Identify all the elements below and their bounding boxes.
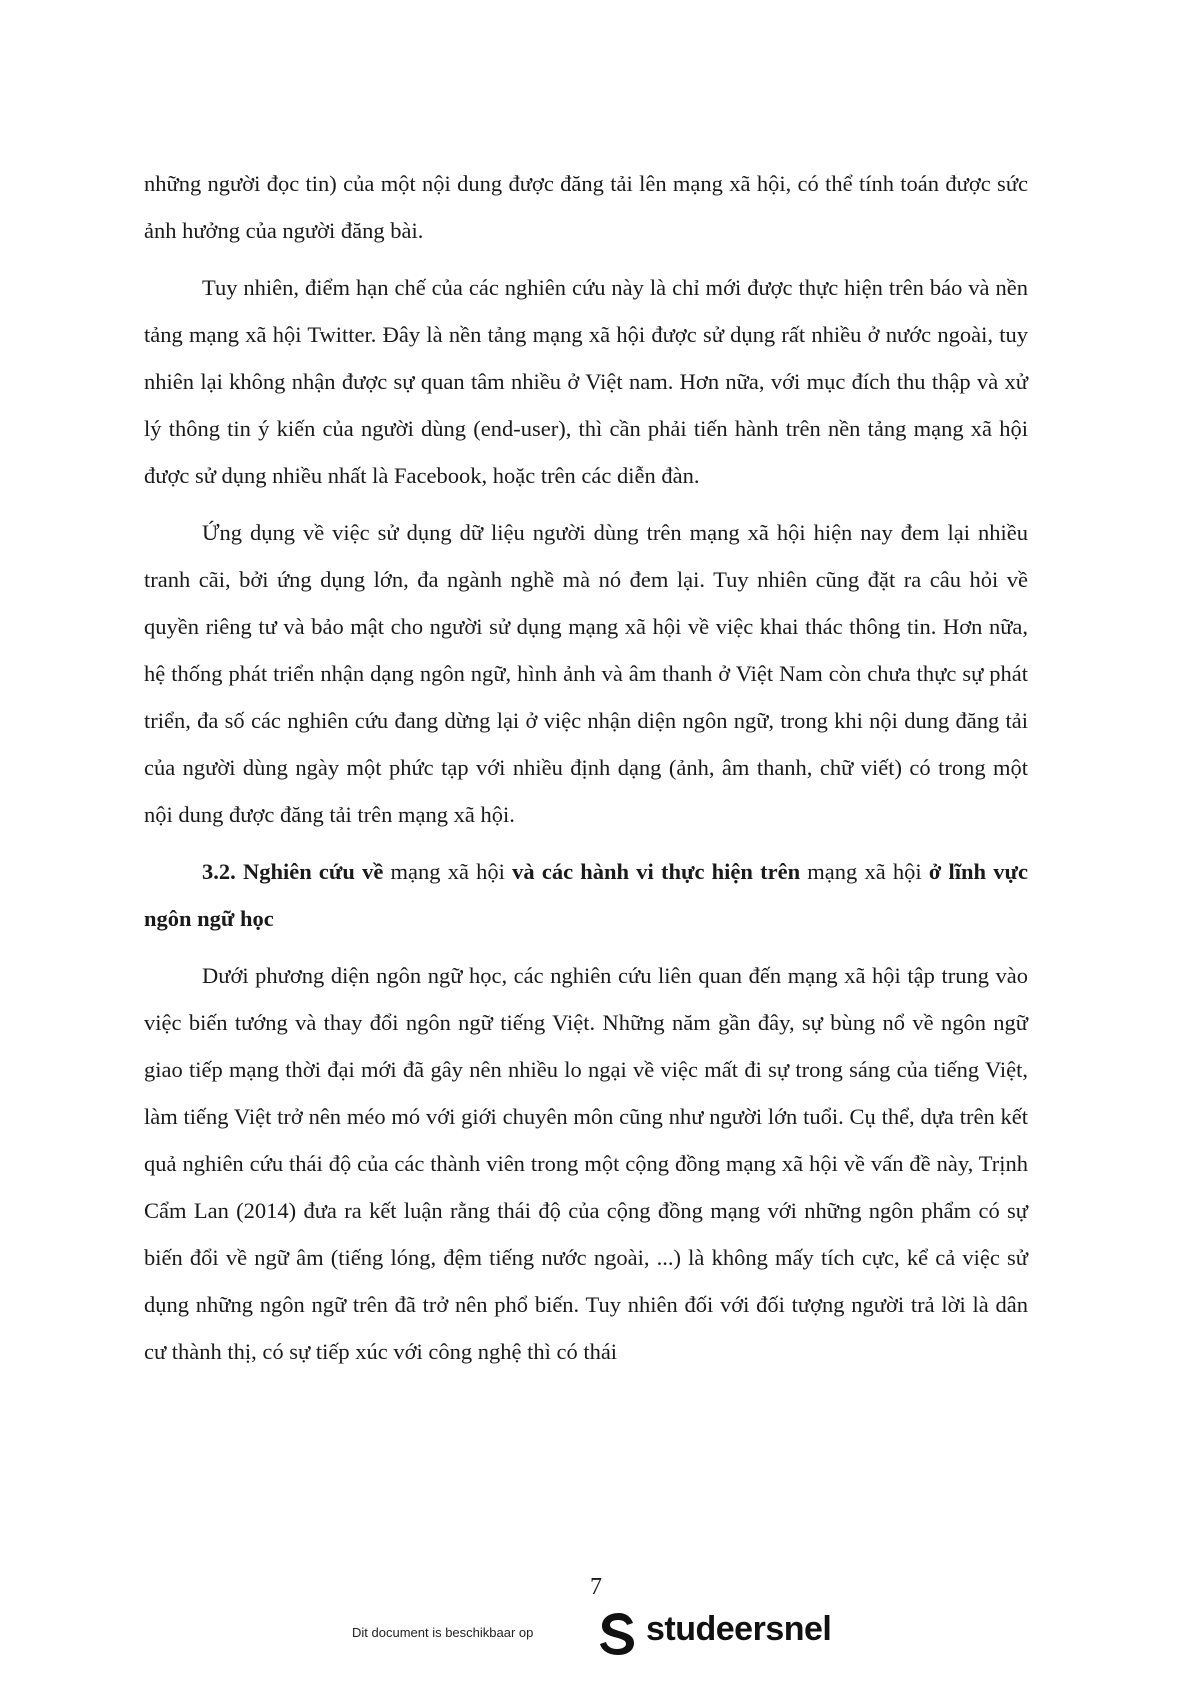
heading-part-2: mạng xã hội [383, 859, 513, 884]
studeersnel-brand-name: studeersnel [646, 1610, 832, 1648]
page-number: 7 [590, 1574, 602, 1600]
heading-part-5: ở lĩnh vực ngôn ngữ học [144, 859, 1028, 931]
heading-part-3: và các hành vi thực hiện trên [512, 859, 801, 884]
section-heading-3-2 [144, 848, 1028, 942]
paragraph-twitter-limitation: Tuy nhiên, điểm hạn chế của các nghiên cứu này là chỉ mới được thực hiện trên báo và nền tảng mạng xã hội Twitter. Đây là nền tảng mạng xã hội được sử dụng rất nhiều ở nước ngoài, tuy nhiên lại không nhận được sự quan tâm nhiều ở Việt nam. Hơn nữa, với mục đích thu thập và xử lý thông tin ý kiến của người dùng (end-user), thì cần phải tiến hành trên nền tảng mạng xã hội được sử dụng nhiều nhất là Facebook, hoặc trên các diễn đàn. [144, 275, 1028, 488]
paragraph-user-data-application: Ứng dụng về việc sử dụng dữ liệu người dùng trên mạng xã hội hiện nay đem lại nhiều tranh cãi, bởi ứng dụng lớn, đa ngành nghề mà nó đem lại. Tuy nhiên cũng đặt ra câu hỏi về quyền riêng tư và bảo mật cho người sử dụng mạng xã hội về việc khai thác thông tin. Hơn nữa, hệ thống phát triển nhận dạng ngôn ngữ, hình ảnh và âm thanh ở Việt Nam còn chưa thực sự phát triển, đa số các nghiên cứu đang dừng lại ở việc nhận diện ngôn ngữ, trong khi nội dung đăng tải của người dùng ngày một phức tạp với nhiều định dạng (ảnh, âm thanh, chữ viết) có trong một nội dung được đăng tải trên mạng xã hội. [144, 520, 1028, 827]
heading-part-4: mạng xã hội [800, 859, 929, 884]
footer-availability-text: Dit document is beschikbaar op [352, 1625, 534, 1640]
footer-banner[interactable] [0, 1608, 1192, 1658]
page-content [144, 160, 1028, 1375]
heading-part-1: 3.2. Nghiên cứu về [202, 859, 384, 884]
studeersnel-logo-icon [596, 1610, 642, 1656]
paragraph-linguistics: Dưới phương diện ngôn ngữ học, các nghiên cứu liên quan đến mạng xã hội tập trung vào việc biến tướng và thay đổi ngôn ngữ tiếng Việt. Những năm gần đây, sự bùng nổ về ngôn ngữ giao tiếp mạng thời đại mới đã gây nên nhiều lo ngại về việc mất đi sự trong sáng của tiếng Việt, làm tiếng Việt trở nên méo mó với giới chuyên môn cũng như người lớn tuổi. Cụ thể, dựa trên kết quả nghiên cứu thái độ của các thành viên trong một cộng đồng mạng xã hội về vấn đề này, Trịnh Cẩm Lan (2014) đưa ra kết luận rằng thái độ của cộng đồng mạng với những ngôn phẩm có sự biến đổi về ngữ âm (tiếng lóng, đệm tiếng nước ngoài, ...) là không mấy tích cực, kể cả việc sử dụng những ngôn ngữ trên đã trở nên phổ biến. Tuy nhiên đối với đối tượng người trả lời là dân cư thành thị, có sự tiếp xúc với công nghệ thì có thái [144, 963, 1028, 1364]
paragraph-continued: những người đọc tin) của một nội dung được đăng tải lên mạng xã hội, có thể tính toán được sức ảnh hưởng của người đăng bài. [144, 171, 1028, 243]
